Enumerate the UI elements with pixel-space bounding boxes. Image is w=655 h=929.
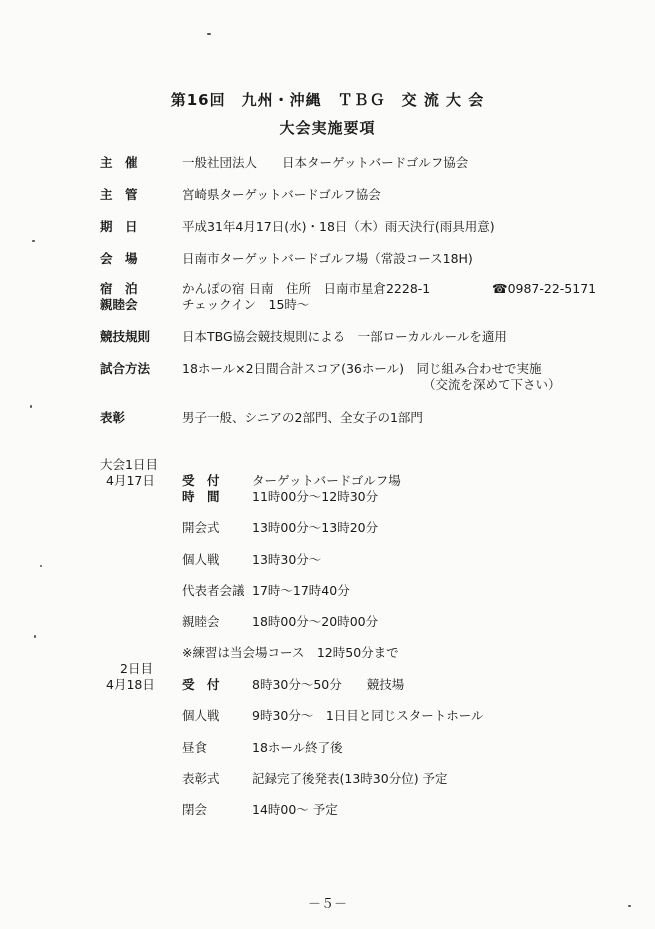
detail-value-awards: 男子一般、シニアの2部門、全女子の1部門 bbox=[182, 410, 423, 425]
day1-value-meeting: 17時～17時40分 bbox=[252, 583, 350, 598]
day2-label-closing: 閉会 bbox=[182, 802, 208, 817]
detail-label-social: 親睦会 bbox=[100, 297, 138, 312]
day1-label-social: 親睦会 bbox=[182, 614, 220, 629]
day1-label-individual: 個人戦 bbox=[182, 552, 220, 567]
page-number: －５－ bbox=[307, 897, 347, 912]
day1-date: 4月17日 bbox=[106, 473, 155, 488]
day2-value-individual: 9時30分～ 1日目と同じスタートホール bbox=[252, 708, 484, 723]
scan-speck bbox=[207, 33, 211, 35]
day1-value-individual: 13時30分～ bbox=[252, 552, 322, 567]
day1-label-opening: 開会式 bbox=[182, 520, 220, 535]
detail-value-rules: 日本TBG協会競技規則による 一部ローカルルールを適用 bbox=[182, 329, 507, 344]
day2-heading: 2日目 bbox=[120, 661, 153, 676]
day2-date: 4月18日 bbox=[106, 677, 155, 692]
day1-value-time: 11時00分～12時30分 bbox=[252, 489, 379, 504]
day2-label-reception: 受 付 bbox=[182, 677, 220, 692]
scan-speck bbox=[30, 405, 32, 408]
day2-value-ceremony: 記録完了後発表(13時30分位) 予定 bbox=[252, 771, 448, 786]
detail-label-format: 試合方法 bbox=[100, 361, 151, 376]
document-title: 第16回 九州・沖縄 ＴＢＧ 交 流 大 会 bbox=[170, 91, 485, 109]
detail-value-host: 宮崎県ターゲットバードゴルフ協会 bbox=[182, 187, 381, 202]
day1-value-opening: 13時00分～13時20分 bbox=[252, 520, 379, 535]
detail-label-venue: 会 場 bbox=[100, 251, 138, 266]
day1-label-meeting: 代表者会議 bbox=[182, 583, 245, 598]
scan-speck bbox=[34, 635, 36, 638]
detail-value-format: 18ホール×2日間合計スコア(36ホール) 同じ組み合わせで実施 bbox=[182, 361, 542, 376]
day2-label-lunch: 昼食 bbox=[182, 740, 208, 755]
day1-label-time: 時 間 bbox=[182, 489, 220, 504]
day1-value-reception: ターゲットバードゴルフ場 bbox=[252, 473, 401, 488]
detail-label-organizer: 主 催 bbox=[100, 155, 138, 170]
day2-value-closing: 14時00～ 予定 bbox=[252, 802, 338, 817]
detail-label-lodging: 宿 泊 bbox=[100, 281, 138, 296]
day1-value-social: 18時00分～20時00分 bbox=[252, 614, 379, 629]
day1-heading: 大会1日目 bbox=[100, 457, 158, 472]
detail-value-organizer: 一般社団法人 日本ターゲットバードゴルフ協会 bbox=[182, 155, 469, 170]
detail-value-venue: 日南市ターゲットバードゴルフ場（常設コース18H) bbox=[182, 251, 473, 266]
detail-label-date: 期 日 bbox=[100, 219, 138, 234]
day1-label-reception: 受 付 bbox=[182, 473, 220, 488]
scan-speck bbox=[40, 565, 42, 567]
day2-value-reception: 8時30分～50分 競技場 bbox=[252, 677, 405, 692]
document-subtitle: 大会実施要項 bbox=[279, 119, 376, 137]
detail-value-format-note: （交流を深めて下さい） bbox=[423, 377, 561, 392]
scan-speck bbox=[628, 905, 631, 907]
scan-speck bbox=[32, 240, 35, 242]
detail-value-social: チェックイン 15時～ bbox=[182, 297, 310, 312]
day2-label-ceremony: 表彰式 bbox=[182, 771, 220, 786]
detail-value-date: 平成31年4月17日(水)・18日（木）雨天決行(雨具用意) bbox=[182, 219, 495, 234]
lodging-phone: ☎0987-22-5171 bbox=[492, 281, 597, 296]
day2-label-individual: 個人戦 bbox=[182, 708, 220, 723]
detail-label-rules: 競技規則 bbox=[100, 329, 151, 344]
detail-label-awards: 表彰 bbox=[100, 410, 126, 425]
detail-value-lodging: かんぽの宿 日南 住所 日南市星倉2228-1 bbox=[182, 281, 431, 296]
day2-value-lunch: 18ホール終了後 bbox=[252, 740, 343, 755]
day1-practice-note: ※練習は当会場コース 12時50分まで bbox=[182, 645, 399, 660]
detail-label-host: 主 管 bbox=[100, 187, 138, 202]
